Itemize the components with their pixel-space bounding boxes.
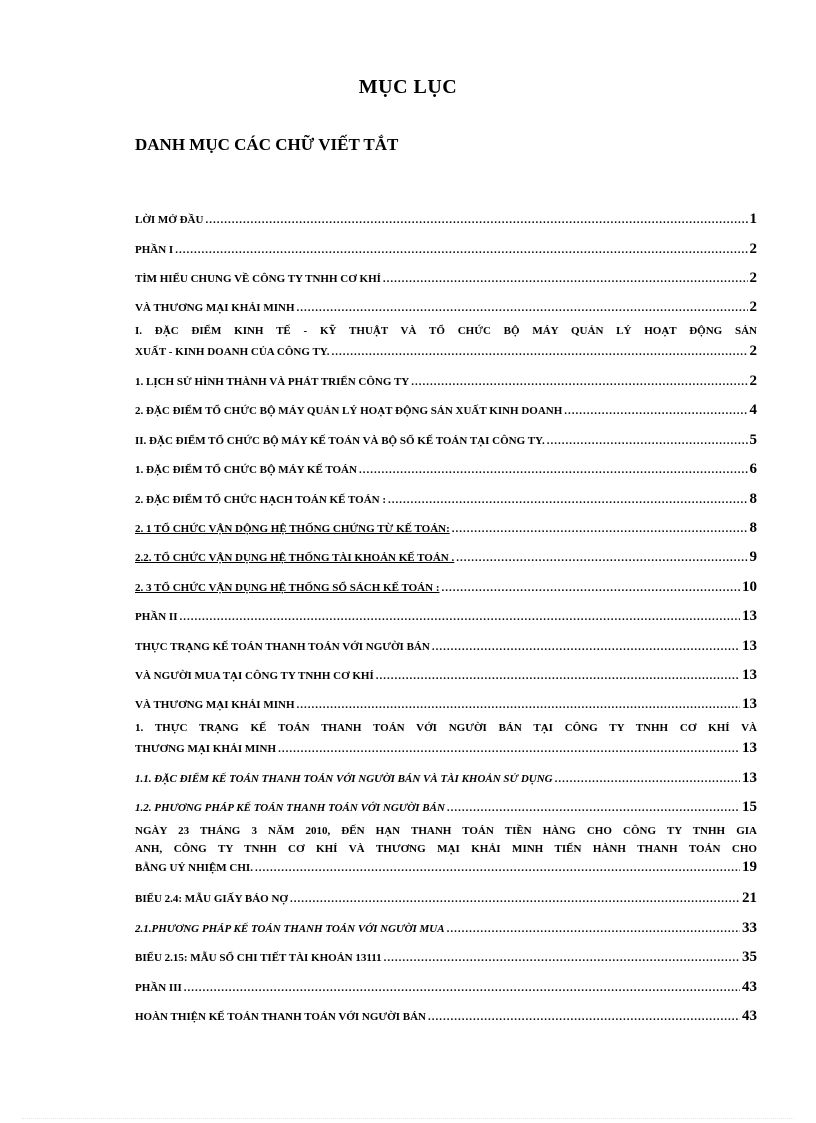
toc-entry-text: PHẦN III [135, 982, 182, 994]
toc-page-number: 2 [749, 343, 757, 359]
dot-leader [447, 919, 740, 939]
dot-leader [432, 637, 740, 657]
toc-entry-text: 1. ĐẶC ĐIỂM TỔ CHỨC BỘ MÁY KẾ TOÁN [135, 464, 357, 476]
toc-entry[interactable] [135, 822, 757, 877]
toc-page-number: 35 [742, 949, 757, 965]
toc-page-number: 8 [749, 491, 757, 507]
toc-entry[interactable] [135, 297, 757, 318]
toc-entry-text: 2. ĐẶC ĐIỂM TỔ CHỨC HẠCH TOÁN KẾ TOÁN : [135, 494, 386, 506]
dot-leader [384, 948, 740, 968]
page-bottom-border [22, 1118, 794, 1119]
toc-entry-text: 1. THỰC TRẠNG KẾ TOÁN THANH TOÁN VỚI NGƯỜI BÁN TẠI CÔNG TY TNHH CƠ KHÍ VÀ [135, 722, 757, 734]
toc-page-number: 15 [742, 799, 757, 815]
toc-entry[interactable] [135, 400, 757, 421]
toc-entry-text: 2. 3 TỔ CHỨC VẬN DỤNG HỆ THỐNG SỔ SÁCH KẾ TOÁN : [135, 582, 440, 594]
dot-leader [555, 769, 740, 789]
toc-entry-text: 2. 1 TỔ CHỨC VẬN DỘNG HỆ THỐNG CHỨNG TỪ KẾ TOÁN: [135, 523, 450, 535]
dot-leader [447, 798, 740, 818]
toc-entry[interactable] [135, 636, 757, 657]
dot-leader [428, 1007, 740, 1027]
toc-page-number: 1 [749, 211, 757, 227]
dot-leader [564, 401, 747, 421]
toc-entry[interactable] [135, 209, 757, 230]
toc-page-number: 33 [742, 920, 757, 936]
toc-entry-text: 2.1.PHƯƠNG PHÁP KẾ TOÁN THANH TOÁN VỚI NGƯỜI MUA [135, 923, 445, 935]
toc-entry[interactable] [135, 518, 757, 539]
toc-entry-text: II. ĐẶC ĐIỂM TỔ CHỨC BỘ MÁY KẾ TOÁN VÀ BỘ SỔ KẾ TOÁN TẠI CÔNG TY. [135, 435, 545, 447]
toc-entry-text: XUẤT - KINH DOANH CỦA CÔNG TY. [135, 346, 330, 358]
dot-leader [255, 859, 740, 877]
toc-page-number: 19 [742, 859, 757, 875]
toc-entry-text: 1.1. ĐẶC ĐIỂM KẾ TOÁN THANH TOÁN VỚI NGƯỜI BÁN VÀ TÀI KHOẢN SỬ DỤNG [135, 773, 553, 785]
toc-page-number: 5 [749, 432, 757, 448]
toc-entry[interactable] [135, 977, 757, 998]
toc-entry[interactable] [135, 321, 757, 362]
toc-entry[interactable] [135, 268, 757, 289]
dot-leader [359, 460, 748, 480]
toc-entry-text: VÀ NGƯỜI MUA TẠI CÔNG TY TNHH CƠ KHÍ [135, 670, 374, 682]
toc-entry-text: 1.2. PHƯƠNG PHÁP KẾ TOÁN THANH TOÁN VỚI NGƯỜI BÁN [135, 802, 445, 814]
toc-page-number: 2 [749, 270, 757, 286]
toc-entry[interactable] [135, 888, 757, 909]
dot-leader [297, 298, 748, 318]
toc-entry-text: HOÀN THIỆN KẾ TOÁN THANH TOÁN VỚI NGƯỜI BÁN [135, 1011, 426, 1023]
toc-entry-text: NGÀY 23 THÁNG 3 NĂM 2010, ĐẾN HẠN THANH TOÁN TIỀN HÀNG CHO CÔNG TY TNHH GIA [135, 825, 757, 837]
toc-page-number: 10 [742, 579, 757, 595]
toc-page-number: 21 [742, 890, 757, 906]
toc-entry-text: THƯƠNG MẠI KHẢI MINH [135, 743, 277, 755]
toc-entry-text: TÌM HIỂU CHUNG VỀ CÔNG TY TNHH CƠ KHÍ [135, 273, 381, 285]
toc-entry-text: VÀ THƯƠNG MẠI KHẢI MINH [135, 699, 295, 711]
toc-page-number: 13 [742, 667, 757, 683]
dot-leader [411, 372, 747, 392]
toc-entry-text: ANH, CÔNG TY TNHH CƠ KHÍ VÀ THƯƠNG MẠI KHẢI MINH TIẾN HÀNH THANH TOÁN CHO [135, 843, 757, 855]
dot-leader [297, 695, 741, 715]
toc-page-number: 8 [749, 520, 757, 536]
toc-entry[interactable] [135, 430, 757, 451]
dot-leader [376, 666, 740, 686]
toc-entry-text: PHẦN I [135, 244, 174, 256]
dot-leader [278, 739, 740, 759]
dot-leader [331, 342, 747, 362]
abbreviations-heading: DANH MỤC CÁC CHỮ VIẾT TẮT [135, 135, 399, 154]
toc-entry-text: PHẦN II [135, 611, 178, 623]
dot-leader [205, 210, 747, 230]
toc-entry[interactable] [135, 577, 757, 598]
toc-entry[interactable] [135, 371, 757, 392]
toc-entry[interactable] [135, 947, 757, 968]
toc-entry-text: BẰNG UỶ NHIỆM CHI. [135, 862, 253, 874]
toc-entry[interactable] [135, 797, 757, 818]
toc-entry[interactable] [135, 459, 757, 480]
dot-leader [383, 269, 748, 289]
toc-entry[interactable] [135, 489, 757, 510]
toc-page-number: 13 [742, 638, 757, 654]
toc-entry-text: LỜI MỞ ĐẦU [135, 214, 204, 226]
toc-page-number: 2 [749, 373, 757, 389]
toc-page-number: 6 [749, 461, 757, 477]
toc-page-number: 13 [742, 608, 757, 624]
toc-entry-text: I. ĐẶC ĐIỂM KINH TẾ - KỸ THUẬT VÀ TỔ CHỨC BỘ MÁY QUẢN LÝ HOẠT ĐỘNG SẢN [135, 325, 757, 337]
dot-leader [452, 519, 748, 539]
toc-page-number: 4 [749, 402, 757, 418]
toc-entry[interactable] [135, 547, 757, 568]
toc-entry-text: BIỂU 2.4: MẪU GIẤY BÁO NỢ [135, 893, 288, 905]
toc-page-number: 13 [742, 740, 757, 756]
toc-page-number: 43 [742, 979, 757, 995]
toc-entry-text: 2. ĐẶC ĐIỂM TỔ CHỨC BỘ MÁY QUẢN LÝ HOẠT ĐỘNG SẢN XUẤT KINH DOANH [135, 405, 563, 417]
toc-entry-text: 1. LỊCH SỬ HÌNH THÀNH VÀ PHÁT TRIỂN CÔNG TY [135, 376, 410, 388]
dot-leader [456, 548, 747, 568]
toc-page-number: 43 [742, 1008, 757, 1024]
toc-entry-text: BIỂU 2.15: MẪU SỔ CHI TIẾT TÀI KHOẢN 13111 [135, 952, 382, 964]
dot-leader [184, 978, 740, 998]
toc-page-number: 9 [749, 549, 757, 565]
toc-entry-text: VÀ THƯƠNG MẠI KHẢI MINH [135, 302, 295, 314]
toc-entry[interactable] [135, 606, 757, 627]
dot-leader [441, 578, 740, 598]
toc-entry[interactable] [135, 1006, 757, 1027]
toc-page-number: 2 [749, 241, 757, 257]
toc-entry-text: 2.2. TỔ CHỨC VẬN DỤNG HỆ THỐNG TÀI KHOẢN KẾ TOÁN . [135, 552, 455, 564]
toc-page-number: 13 [742, 770, 757, 786]
toc-entry[interactable] [135, 665, 757, 686]
toc-entry[interactable] [135, 918, 757, 939]
toc-page-number: 13 [742, 696, 757, 712]
toc-entry[interactable] [135, 239, 757, 260]
dot-leader [179, 607, 740, 627]
dot-leader [290, 889, 740, 909]
toc-entry[interactable] [135, 718, 757, 759]
page-title: MỤC LỤC [358, 76, 458, 98]
toc-page-number: 2 [749, 299, 757, 315]
toc-entry-text: THỰC TRẠNG KẾ TOÁN THANH TOÁN VỚI NGƯỜI BÁN [135, 641, 430, 653]
dot-leader [547, 431, 748, 451]
toc-entry[interactable] [135, 768, 757, 789]
dot-leader [388, 490, 748, 510]
dot-leader [175, 240, 747, 260]
toc-entry[interactable] [135, 694, 757, 715]
